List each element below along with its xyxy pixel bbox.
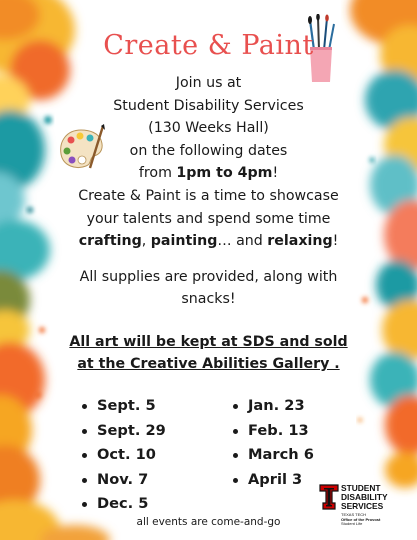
date-item: Sept. 5 (82, 394, 166, 419)
texas-tech-double-t-icon (319, 484, 339, 510)
logo-wordmark: STUDENT DISABILITY SERVICES (341, 483, 388, 511)
intro-text (50, 72, 367, 253)
intro-line: Student Disability Services (113, 97, 304, 114)
date-item: April 3 (233, 468, 314, 493)
art-sale-notice: All art will be kept at SDS and sold at the Creative Abilities Gallery . (69, 334, 348, 372)
footer-note: all events are come-and-go (136, 516, 281, 528)
intro-line: (130 Weeks Hall) (148, 120, 269, 137)
sds-logo (319, 482, 414, 532)
date-item: Nov. 7 (82, 468, 166, 493)
activities-line: crafting, painting… and relaxing! (78, 233, 339, 250)
date-item: Oct. 10 (82, 443, 166, 468)
date-item: Feb. 13 (233, 419, 314, 444)
activity-painting: painting (150, 233, 218, 250)
supplies-text: All supplies are provided, along with snacks! (79, 269, 338, 307)
intro-line: on the following dates (129, 142, 288, 159)
activity-crafting: crafting (78, 233, 142, 250)
description-line: Create & Paint is a time to showcase (78, 187, 339, 204)
logo-subtext: TEXAS TECH Office of the Provost Student Life (341, 512, 381, 527)
date-item: Sept. 29 (82, 419, 166, 444)
time-suffix: ! (272, 165, 279, 182)
description-line: your talents and spend some time (86, 210, 331, 227)
time-line (50, 162, 367, 185)
date-item: March 6 (233, 443, 314, 468)
activity-relaxing: relaxing (267, 233, 333, 250)
time-range: 1pm to 4pm (176, 165, 273, 182)
date-item: Jan. 23 (233, 394, 314, 419)
time-prefix: from (138, 165, 177, 182)
page-title: Create & Paint (103, 30, 314, 61)
date-item: Dec. 5 (82, 492, 166, 517)
dates-list-spring (233, 394, 314, 492)
intro-line: Join us at (175, 75, 242, 91)
dates-list-fall (82, 394, 166, 517)
